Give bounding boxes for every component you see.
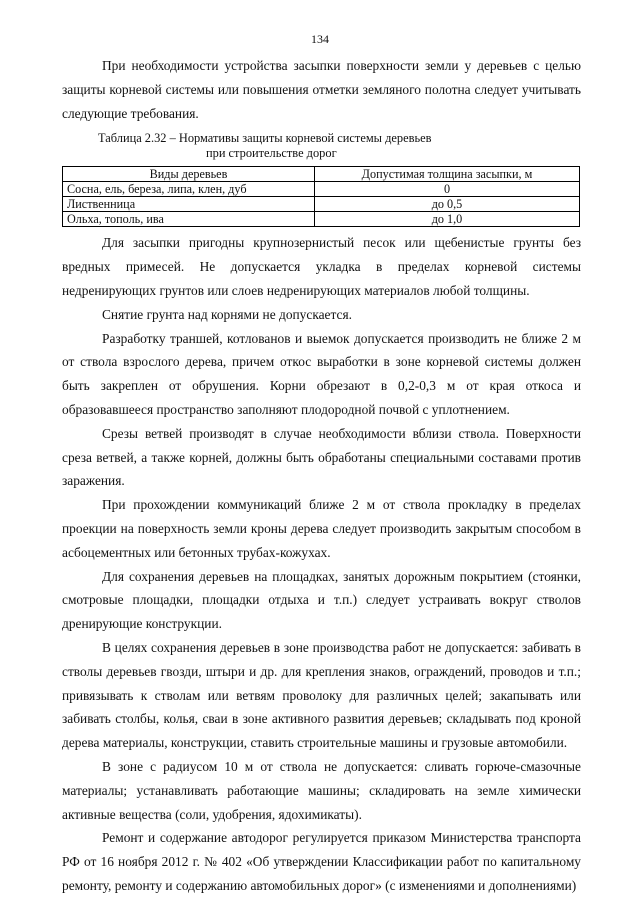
body-paragraph: Для сохранения деревьев на площадках, занятых дорожным покрытием (стоянки, смотровые площадки, площадки отдыха и т.п.) следует устраивать вокруг стволов дренирующие конструкции. xyxy=(62,568,581,632)
body-paragraph: Разработку траншей, котлованов и выемок допускается производить не ближе 2 м от ствола взрослого дерева, причем откос выработки в зоне корневой системы должен быть закреплен от обрушения. Корни обрезают в 0,2-0,3 м от края откоса и образовавшееся пространство заполняют плодородной почвой с уплотнением. xyxy=(62,330,581,417)
tree-type-cell: Лиственница xyxy=(63,197,315,212)
page-number: 134 xyxy=(311,32,329,46)
norms-table xyxy=(62,166,580,227)
body-paragraph: При прохождении коммуникаций ближе 2 м от ствола прокладку в пределах проекции на поверхность земли кроны дерева следует производить закрытым способом в асбоцементных или бетонных трубах-кожухах. xyxy=(62,497,581,560)
body-paragraph: Для засыпки пригодны крупнозернистый песок или щебенистые грунты без вредных примесей. Не допускается укладка в пределах корневой системы недренирующих грунтов или слоев недренирующих материалов любой толщины. xyxy=(62,235,581,298)
body-paragraph: Ремонт и содержание автодорог регулируется приказом Министерства транспорта РФ от 16 ноября 2012 г. № 402 «Об утверждении Классификации работ по капитальному ремонту, ремонту и содержанию автомобильных дорог» (с изменениями и дополнениями) xyxy=(62,830,581,893)
body-paragraph: В зоне с радиусом 10 м от ствола не допускается: сливать горюче-смазочные материалы; устанавливать работающие машины; складировать на земле химически активные вещества (соли, удобрения, ядохимикаты). xyxy=(62,758,581,822)
table-row xyxy=(63,212,580,227)
table-caption-line2: при строительстве дорог xyxy=(206,146,337,161)
table-header-cell: Допустимая толщина засыпки, м xyxy=(315,167,580,182)
intro-paragraph: При необходимости устройства засыпки поверхности земли у деревьев с целью защиты корневой системы или повышения отметки земляного полотна следует учитывать следующие требования. xyxy=(62,58,581,121)
table-caption xyxy=(98,131,581,161)
table-row xyxy=(63,182,580,197)
body-paragraph: Срезы ветвей производят в случае необходимости вблизи ствола. Поверхности среза ветвей, а также корней, должны быть обработаны специальными составами против заражения. xyxy=(62,425,581,489)
tree-type-cell: Ольха, тополь, ива xyxy=(63,212,315,227)
thickness-cell: до 0,5 xyxy=(315,197,580,212)
table-header-cell: Виды деревьев xyxy=(63,167,315,182)
body-paragraph: Снятие грунта над корнями не допускается. xyxy=(102,306,352,322)
thickness-cell: до 1,0 xyxy=(315,212,580,227)
thickness-cell: 0 xyxy=(315,182,580,197)
document-body xyxy=(62,54,581,898)
table-row xyxy=(63,197,580,212)
table-caption-line1: Таблица 2.32 – Нормативы защиты корневой системы деревьев xyxy=(98,131,432,146)
tree-type-cell: Сосна, ель, береза, липа, клен, дуб xyxy=(63,182,315,197)
table-header-row xyxy=(63,167,580,182)
body-paragraph: В целях сохранения деревьев в зоне производства работ не допускается: забивать в стволы деревьев гвозди, штыри и др. для крепления знаков, ограждений, проводов и т.п.; привязывать к стволам или ветвям проволоку для различных целей; закапывать или забивать столбы, колья, сваи в зоне активного развития деревьев; складывать под кроной дерева материалы, конструкции, ставить строительные машины и грузовые автомобили. xyxy=(62,639,581,751)
